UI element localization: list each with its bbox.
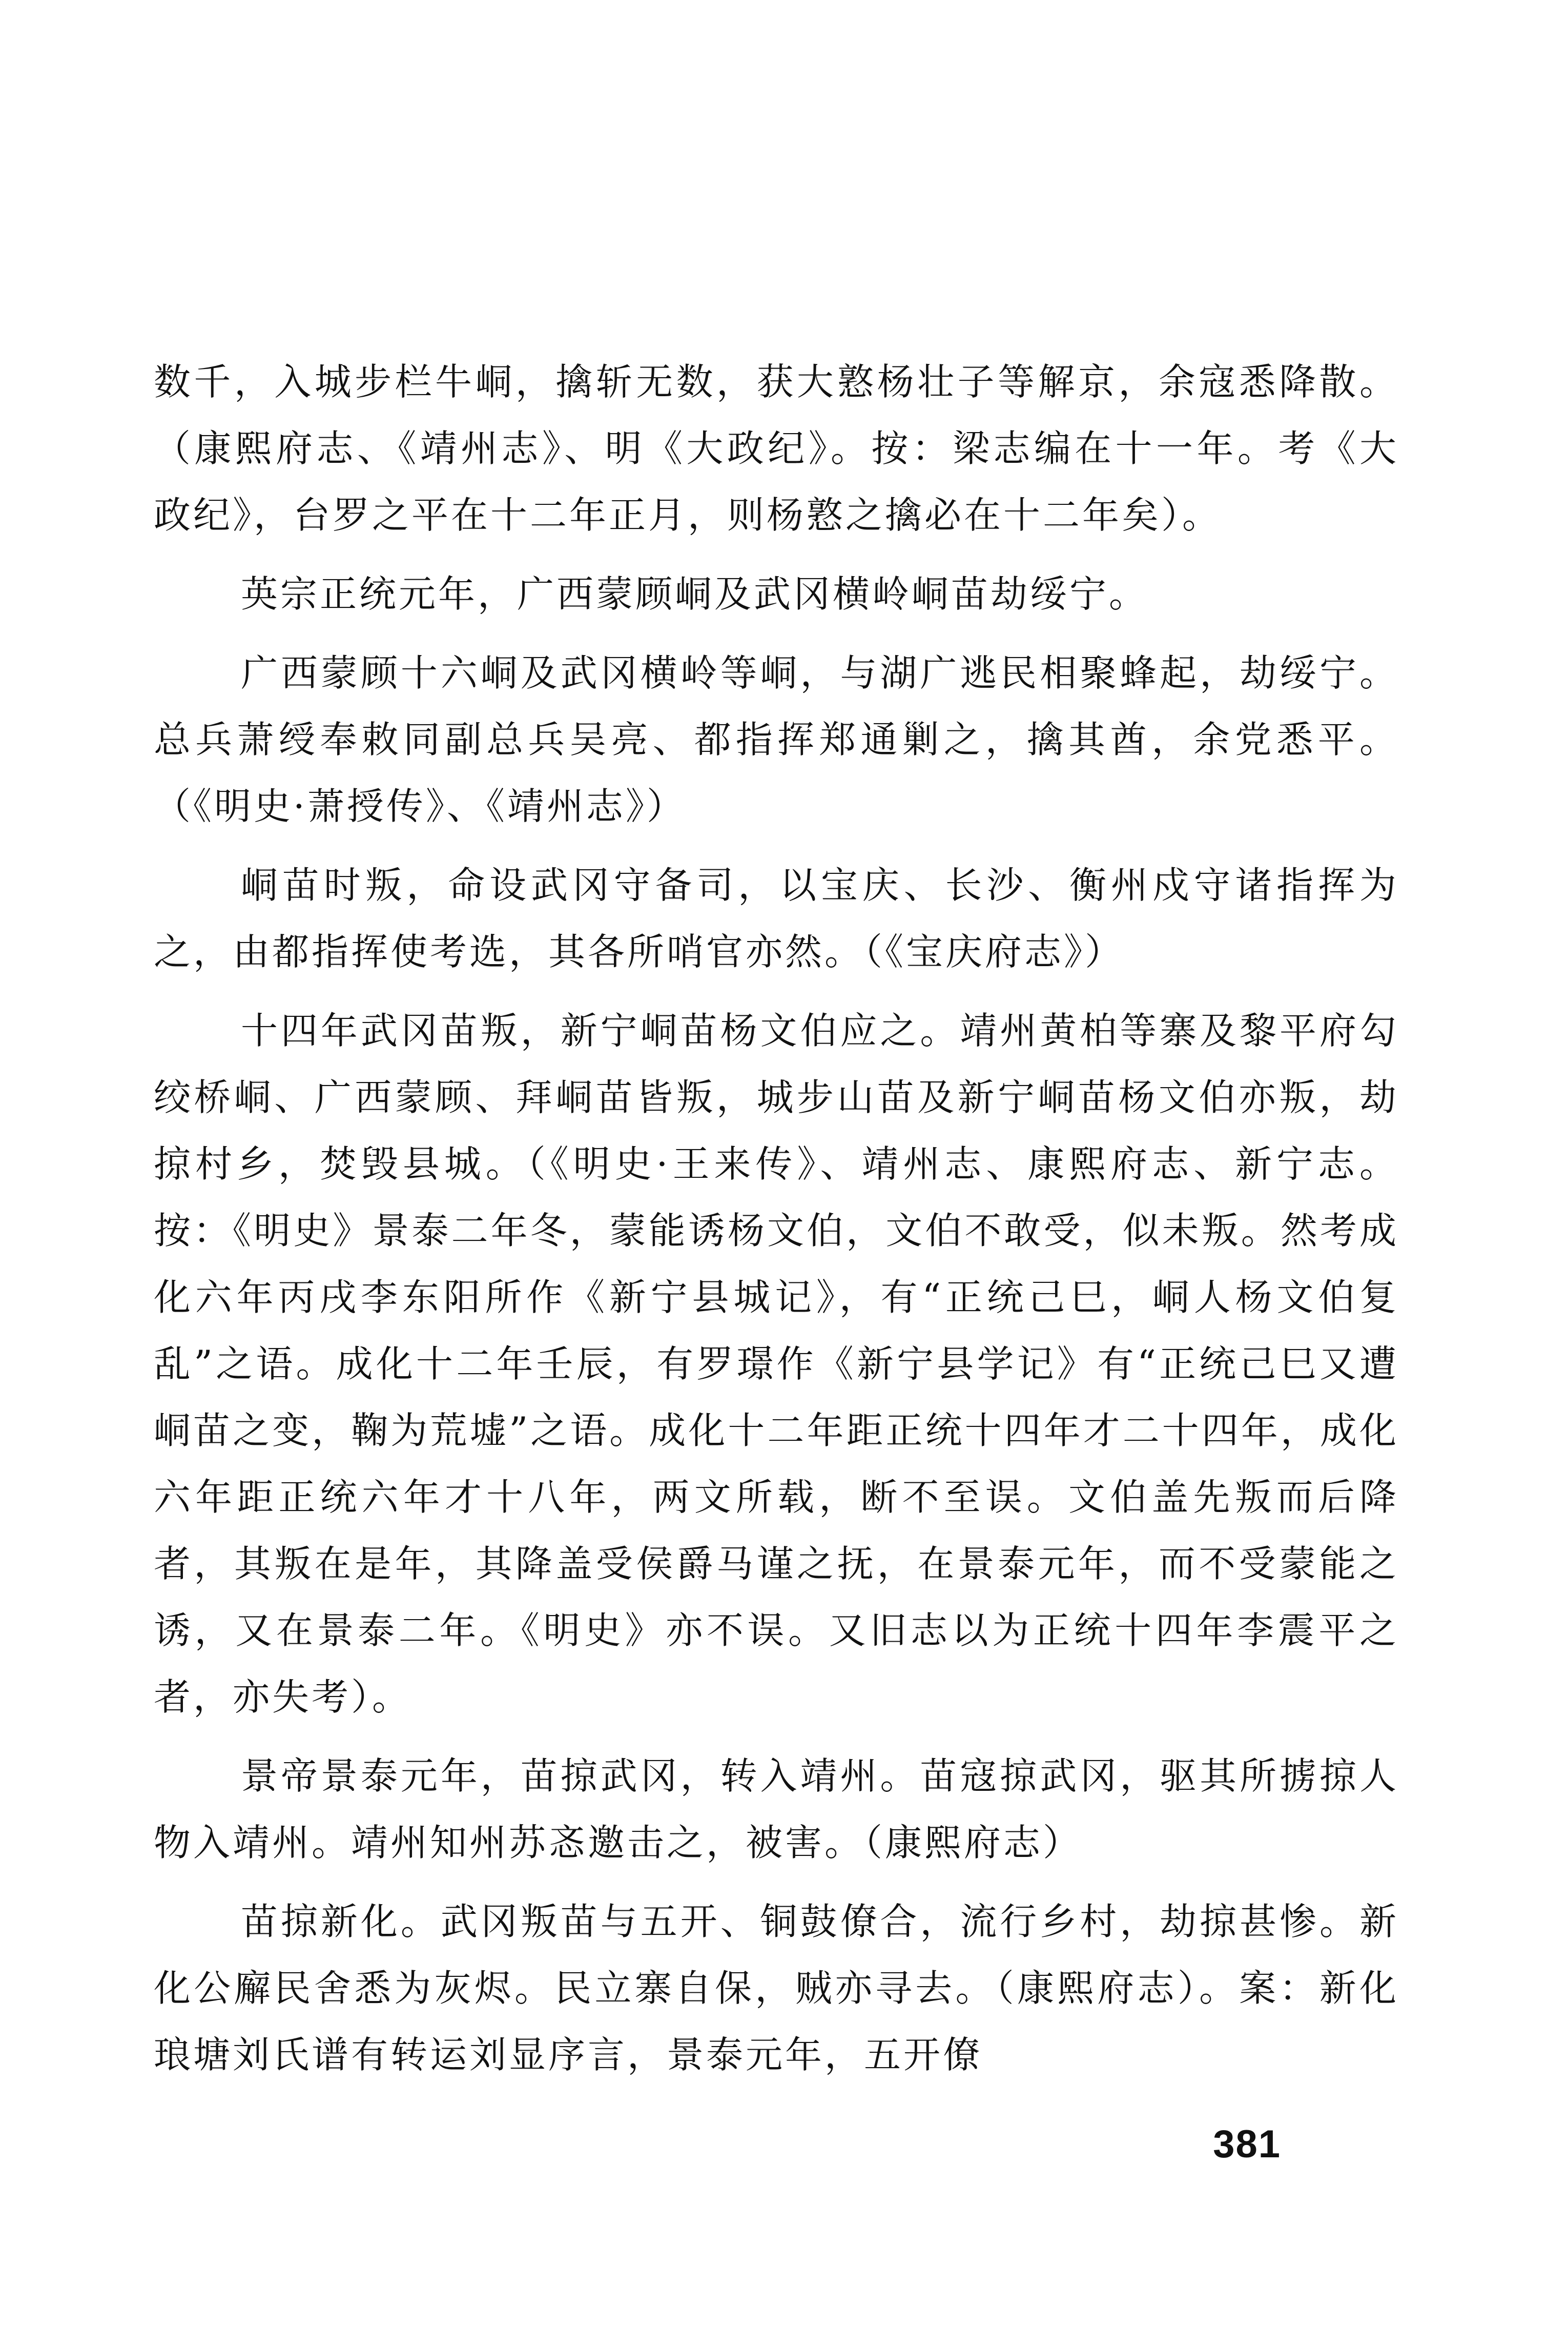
paragraph-jingtai: 景帝景泰元年，苗掠武冈，转入靖州。苗寇掠武冈，驱其所掳掠人物入靖州。靖州知州苏忞邀击之，被害。（康熙府志） bbox=[154, 1754, 1399, 1864]
paragraph-continued: 数千，入城步栏牛峒，擒斩无数，获大憝杨壮子等解京，余寇悉降散。（康熙府志、《靖州志》、明《大政纪》。按：梁志编在十一年。考《大政纪》，台罗之平在十二年正月，则杨憝之擒必在十二年矣）。 bbox=[154, 360, 1399, 537]
paragraph-wugang-shoubei: 峒苗时叛，命设武冈守备司，以宝庆、长沙、衡州戍守诸指挥为之，由都指挥使考选，其各所哨官亦然。（《宝庆府志》） bbox=[154, 864, 1399, 973]
page-number: 381 bbox=[1213, 2122, 1281, 2166]
paragraph-yang-wenbo: 十四年武冈苗叛，新宁峒苗杨文伯应之。靖州黄柏等寨及黎平府勾绞桥峒、广西蒙顾、拜峒苗皆叛，城步山苗及新宁峒苗杨文伯亦叛，劫掠村乡，焚毁县城。（《明史·王来传》、靖州志、康熙府志、新宁志。按：《明史》景泰二年冬，蒙能诱杨文伯，文伯不敢受，似未叛。然考成化六年丙戌李东阳所作《新宁县城记》，有“正统己巳，峒人杨文伯复乱”之语。成化十二年壬辰，有罗璟作《新宁县学记》有“正统己巳又遭峒苗之变，鞠为荒墟”之语。成化十二年距正统十四年才二十四年，成化六年距正统六年才十八年，两文所载，断不至误。文伯盖先叛而后降者，其叛在是年，其降盖受侯爵马谨之抚，在景泰元年，而不受蒙能之诱，又在景泰二年。《明史》亦不误。又旧志以为正统十四年李震平之者，亦失考）。 bbox=[154, 1009, 1399, 1719]
paragraph-menggu: 广西蒙顾十六峒及武冈横岭等峒，与湖广逃民相聚蜂起，劫绥宁。总兵萧绶奉敕同副总兵吴亮、都指挥郑通剿之，擒其酋，余党悉平。（《明史·萧授传》、《靖州志》） bbox=[154, 651, 1399, 828]
paragraph-heading-zhengtong: 英宗正统元年，广西蒙顾峒及武冈横岭峒苗劫绥宁。 bbox=[241, 573, 1149, 616]
paragraph-xinhua: 苗掠新化。武冈叛苗与五开、铜鼓僚合，流行乡村，劫掠甚惨。新化公廨民舍悉为灰烬。民立寨自保，贼亦寻去。（康熙府志）。案：新化琅塘刘氏谱有转运刘显序言，景泰元年，五开僚 bbox=[154, 1900, 1399, 2076]
body-text bbox=[154, 349, 1399, 2100]
